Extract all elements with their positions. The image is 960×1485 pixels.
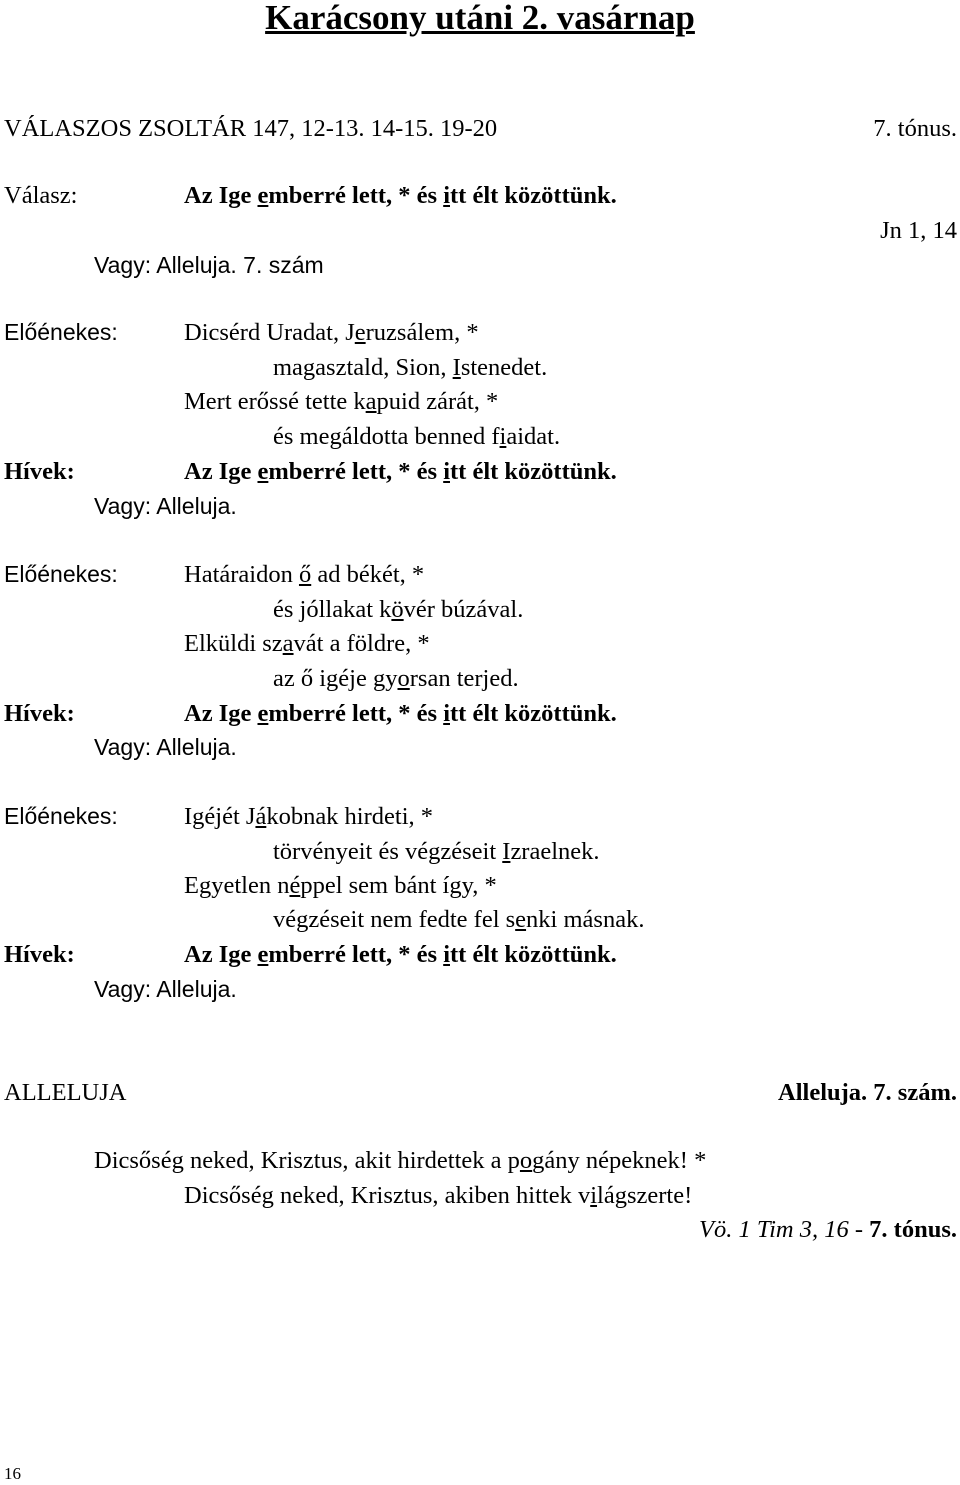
gospel-reference: Jn 1, 14 [880, 217, 957, 244]
verse-line: Mert erőssé tette kapuid zárát, * [184, 388, 499, 415]
alt-response: Vagy: Alleluja. [94, 976, 237, 1002]
page-number: 16 [4, 1464, 21, 1483]
verse-line: és megáldotta benned fiaidat. [273, 423, 561, 450]
people-label: Hívek: [4, 700, 75, 727]
verse-line: végzéseit nem fedte fel senki másnak. [273, 906, 645, 933]
people-response: Az Ige emberré lett, * és itt élt közöttünk. [184, 941, 617, 968]
cantor-label: Előénekes: [4, 561, 118, 587]
verse-line: és jóllakat kövér búzával. [273, 596, 524, 623]
verse-line: törvényeit és végzéseit Izraelnek. [273, 838, 600, 865]
verse-line: magasztald, Sion, Istenedet. [273, 354, 548, 381]
verse-line: Igéjét Jákobnak hirdeti, * [184, 803, 434, 830]
verse-line: Elküldi szavát a földre, * [184, 630, 430, 657]
alt-response: Vagy: Alleluja. [94, 493, 237, 519]
psalm-tone: 7. tónus. [873, 115, 957, 142]
alleluia-heading: ALLELUJA [4, 1079, 127, 1106]
people-label: Hívek: [4, 941, 75, 968]
page-title: Karácsony utáni 2. vasárnap [265, 0, 695, 37]
response-label: Válasz: [4, 182, 78, 209]
alt-response: Vagy: Alleluja. 7. szám [94, 252, 324, 278]
cantor-label: Előénekes: [4, 803, 118, 829]
response-text: Az Ige emberré lett, * és itt élt közöttünk. [184, 182, 617, 209]
alt-response: Vagy: Alleluja. [94, 734, 237, 760]
people-label: Hívek: [4, 458, 75, 485]
alleluia-source: Vö. 1 Tim 3, 16 - 7. tónus. [699, 1216, 957, 1243]
psalm-heading: VÁLASZOS ZSOLTÁR 147, 12-13. 14-15. 19-20 [4, 115, 498, 142]
people-response: Az Ige emberré lett, * és itt élt közöttünk. [184, 458, 617, 485]
cantor-label: Előénekes: [4, 319, 118, 345]
people-response: Az Ige emberré lett, * és itt élt közöttünk. [184, 700, 617, 727]
verse-line: Egyetlen néppel sem bánt így, * [184, 872, 497, 899]
verse-line: az ő igéje gyorsan terjed. [273, 665, 519, 692]
alleluia-ref: Alleluja. 7. szám. [778, 1079, 957, 1106]
verse-line: Dicsérd Uradat, Jeruzsálem, * [184, 319, 479, 346]
alleluia-verse-line: Dicsőség neked, Krisztus, akiben hittek világszerte! [184, 1182, 693, 1209]
alleluia-verse-line: Dicsőség neked, Krisztus, akit hirdettek a pogány népeknek! * [94, 1147, 707, 1174]
verse-line: Határaidon ő ad békét, * [184, 561, 425, 588]
